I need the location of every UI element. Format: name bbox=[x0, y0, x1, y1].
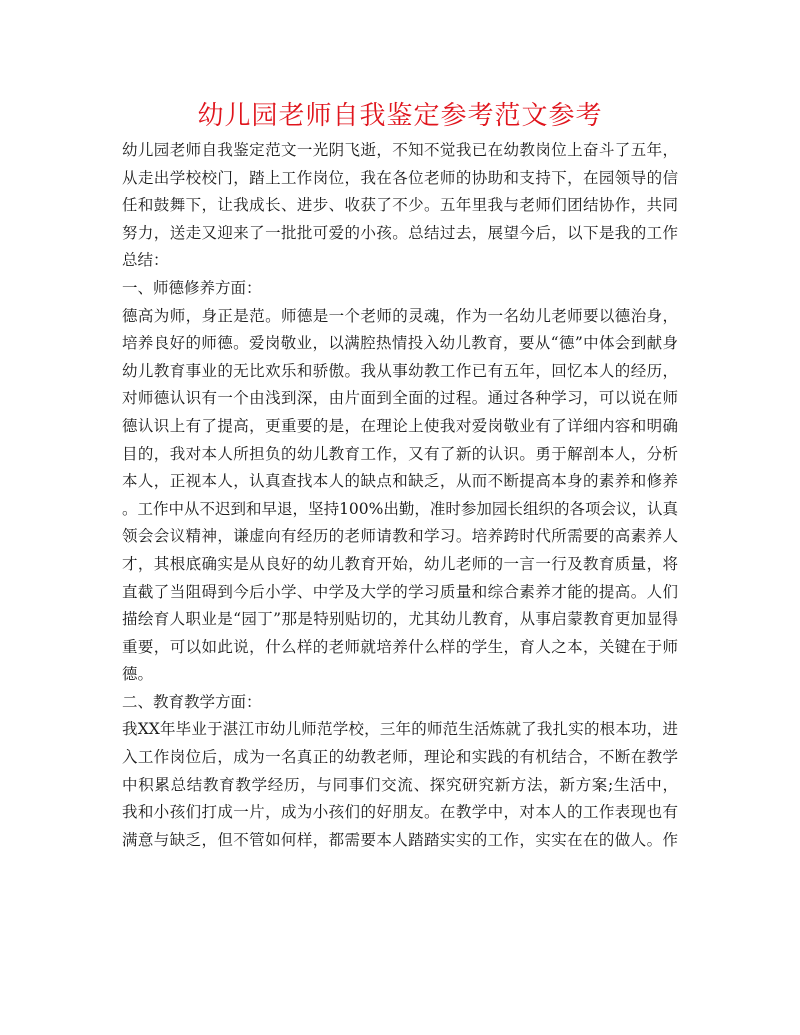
body-line: 幼儿园老师自我鉴定范文一光阴飞逝，不知不觉我已在幼教岗位上奋斗了五年， bbox=[122, 141, 678, 159]
body-line: 我和小孩们打成一片，成为小孩们的好朋友。在教学中，对本人的工作表现也有 bbox=[122, 803, 678, 822]
body-line: 二、教育教学方面： bbox=[122, 692, 262, 711]
body-line: 。工作中从不迟到和早退，坚持100%出勤，准时参加园长组织的各项会议，认真 bbox=[122, 499, 678, 518]
body-line: 幼儿教育事业的无比欢乐和骄傲。我从事幼教工作已有五年，回忆本人的经历， bbox=[122, 361, 678, 380]
body-line: 领会会议精神，谦虚向有经历的老师请教和学习。培养跨时代所需要的高素养人 bbox=[122, 527, 678, 546]
body-line: 德认识上有了提高，更重要的是，在理论上使我对爱岗敬业有了详细内容和明确 bbox=[122, 416, 678, 435]
body-line: 我XX年毕业于湛江市幼儿师范学校，三年的师范生活炼就了我扎实的根本功，进 bbox=[122, 720, 678, 739]
body-line: 满意与缺乏，但不管如何样，都需要本人踏踏实实的工作，实实在在的做人。作 bbox=[122, 830, 678, 849]
body-line: 从走出学校校门，踏上工作岗位，我在各位老师的协助和支持下，在园领导的信 bbox=[122, 168, 678, 187]
body-line: 努力，送走又迎来了一批批可爱的小孩。总结过去，展望今后，以下是我的工作 bbox=[122, 223, 678, 242]
body-line: 入工作岗位后，成为一名真正的幼教老师，理论和实践的有机结合，不断在教学 bbox=[122, 748, 678, 767]
document-title: 幼儿园老师自我鉴定参考范文参考 bbox=[197, 101, 603, 131]
body-line: 重要，可以如此说，什么样的老师就培养什么样的学生，育人之本，关键在于师 bbox=[122, 637, 678, 656]
body-line: 培养良好的师德。爱岗敬业，以满腔热情投入幼儿教育，要从“德”中体会到献身 bbox=[122, 334, 678, 353]
body-line: 任和鼓舞下，让我成长、进步、收获了不少。五年里我与老师们团结协作，共同 bbox=[122, 196, 678, 215]
body-line: 中积累总结教育教学经历，与同事们交流、探究研究新方法，新方案;生活中， bbox=[122, 775, 678, 794]
body-line: 德高为师，身正是范。师德是一个老师的灵魂，作为一名幼儿老师要以德治身， bbox=[122, 306, 678, 325]
body-line: 描绘育人职业是“园丁”那是特别贴切的，尤其幼儿教育，从事启蒙教育更加显得 bbox=[122, 610, 678, 629]
document-body bbox=[122, 137, 678, 854]
body-line: 直截了当阻碍到今后小学、中学及大学的学习质量和综合素养才能的提高。人们 bbox=[122, 582, 678, 601]
body-line: 才，其根底确实是从良好的幼儿教育开始，幼儿老师的一言一行及教育质量，将 bbox=[122, 554, 678, 573]
body-line: 总结： bbox=[122, 251, 169, 270]
body-line: 一、师德修养方面： bbox=[122, 278, 262, 297]
body-line: 对师德认识有一个由浅到深，由片面到全面的过程。通过各种学习，可以说在师 bbox=[122, 389, 678, 408]
body-line: 本人，正视本人，认真查找本人的缺点和缺乏，从而不断提高本身的素养和修养 bbox=[122, 472, 678, 491]
body-line: 德。 bbox=[122, 665, 154, 684]
body-line: 目的，我对本人所担负的幼儿教育工作，又有了新的认识。勇于解剖本人，分析 bbox=[122, 444, 678, 463]
